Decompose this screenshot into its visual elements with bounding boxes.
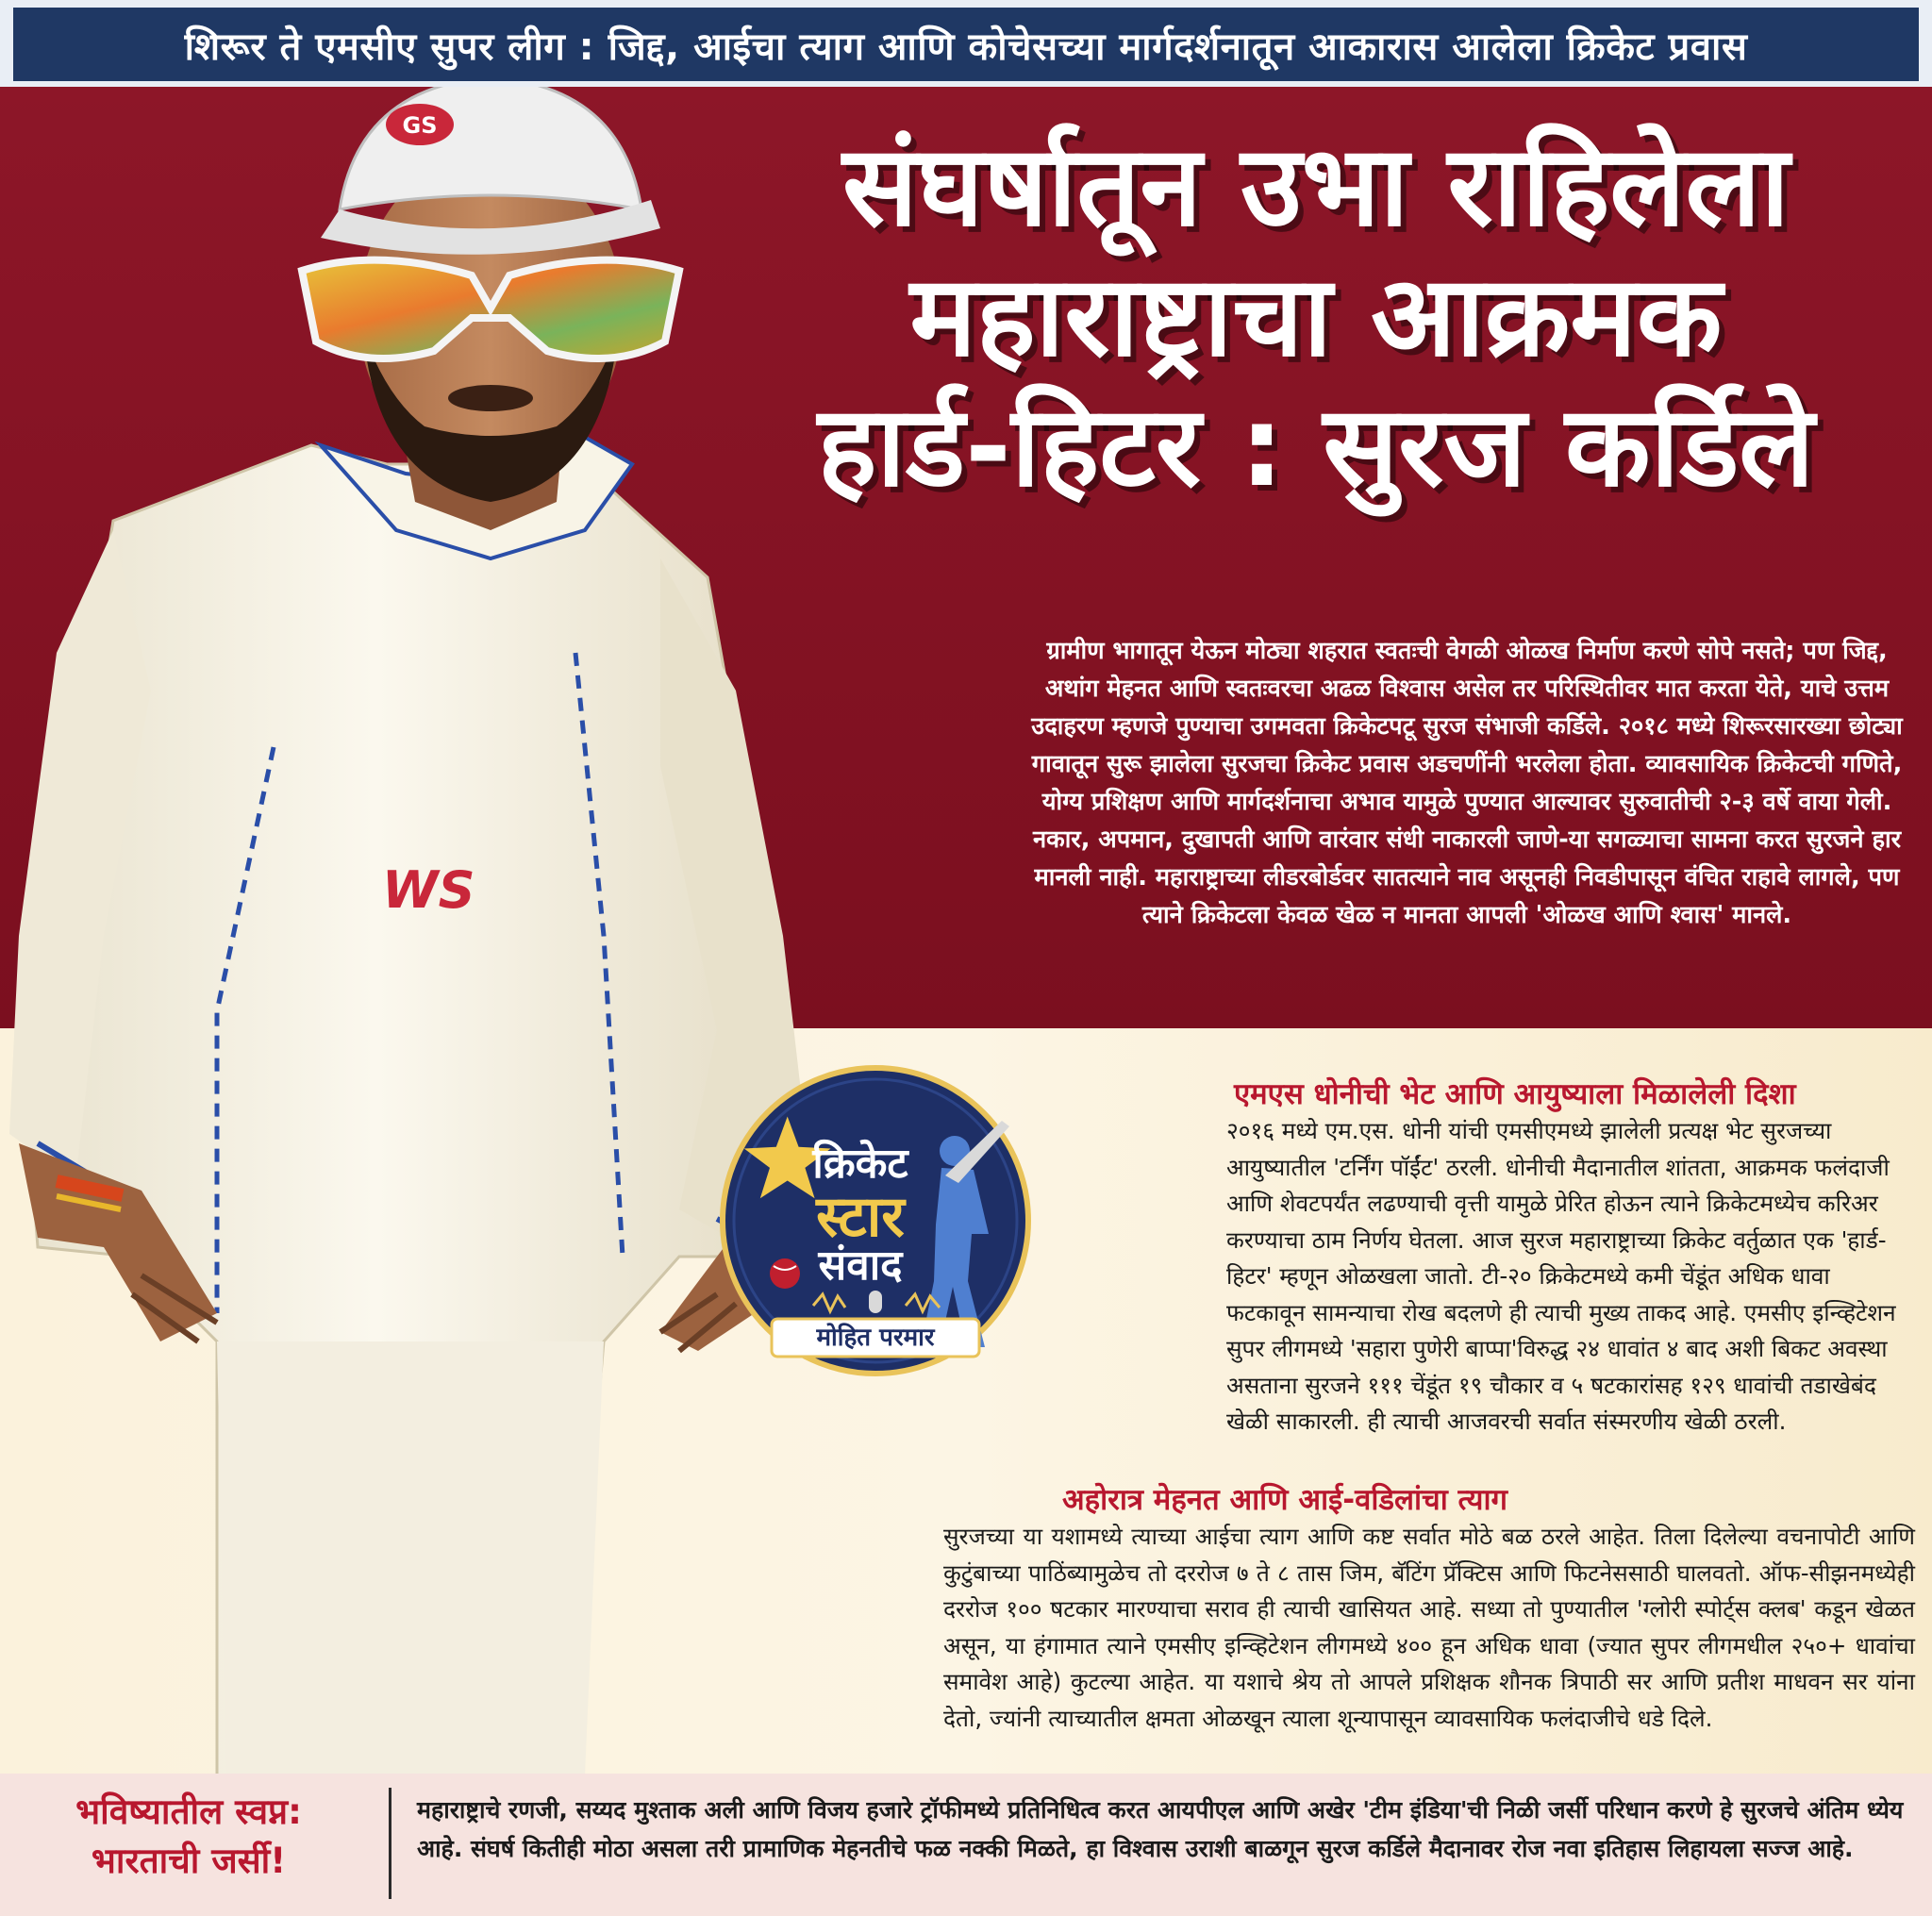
headline-line-2: महाराष्ट्राचा आक्रमक	[909, 251, 1723, 381]
footer-text: महाराष्ट्राचे रणजी, सय्यद मुश्ताक अली आणि विजय हजारे ट्रॉफीमध्ये प्रतिनिधित्व करत आयपीएल आणि अखेर 'टीम इंडिया'ची निळी जर्सी परिधान करणे हे सुरजचे अंतिम ध्येय आहे. संघर्ष कितीही मोठा असला तरी प्रामाणिक मेहनतीचे फळ नक्की मिळते, हा विश्वास उराशी बाळगून सुरज कर्डिले मैदानावर रोज नवा इतिहास लिहायला सज्ज आहे.	[417, 1796, 1904, 1862]
headline-line-1: संघर्षातून उभा राहिलेला	[842, 121, 1790, 251]
svg-text:मोहित परमार: मोहित परमार	[816, 1324, 935, 1352]
section2-body: सुरजच्या या यशामध्ये त्याच्या आईचा त्याग आणि कष्ट सर्वात मोठे बळ ठरले आहेत. तिला दिलेल्या वचनापोटी आणि कुटुंबाच्या पाठिंब्यामुळेच तो दररोज ७ ते ८ तास जिम, बॅटिंग प्रॅक्टिस आणि फिटनेससाठी घालवतो. ऑफ-सीझनमध्येही दररोज १०० षटकार मारण्याचा सराव ही त्याची खासियत आहे. सध्या तो पुण्यातील 'ग्लोरी स्पोर्ट्स क्लब' कडून खेळत असून, या हंगामात त्याने एमसीए इन्व्हिटेशन लीगमध्ये ४०० हून अधिक धावा (ज्यात सुपर लीगमधील २५०+ धावांचा समावेश आहे) कुटल्या आहेत. या यशाचे श्रेय तो आपले प्रशिक्षक शौनक त्रिपाठी सर आणि प्रतीश माधवन सर यांना देतो, ज्यांनी त्याच्यातील क्षमता ओळखून त्याला शून्यापासून व्यावसायिक फलंदाजीचे धडे दिले.	[943, 1523, 1915, 1732]
cap	[340, 87, 641, 209]
top-banner: शिरूर ते एमसीए सुपर लीग : जिद्द, आईचा त्याग आणि कोचेसच्या मार्गदर्शनातून आकारास आलेला क्रिकेट प्रवास	[13, 8, 1919, 81]
svg-text:संवाद: संवाद	[818, 1241, 903, 1290]
section2-title: अहोरात्र मेहनत आणि आई-वडिलांचा त्याग	[1062, 1483, 1507, 1517]
footer-title	[0, 1788, 377, 1886]
footer-divider	[389, 1788, 391, 1899]
footer-title-line-1: भविष्यातील स्वप्न:	[75, 1791, 302, 1832]
headline	[717, 121, 1915, 511]
footer-title-line-2: भारताची जर्सी!	[91, 1841, 287, 1881]
cricket-star-samvad-logo	[719, 1064, 1032, 1377]
trousers	[217, 1341, 604, 1775]
svg-text:GS: GS	[402, 112, 438, 139]
cricket-ball-icon	[770, 1258, 800, 1289]
intro-paragraph: ग्रामीण भागातून येऊन मोठ्या शहरात स्वतःची वेगळी ओळख निर्माण करणे सोपे नसते; पण जिद्द, अथांग मेहनत आणि स्वतःवरचा अढळ विश्वास असेल तर परिस्थितीवर मात करता येते, याचे उत्तम उदाहरण म्हणजे पुण्याचा उगमवता क्रिकेटपटू सुरज संभाजी कर्डिले. २०१८ मध्ये शिरूरसारख्या छोट्या गावातून सुरू झालेला सुरजचा क्रिकेट प्रवास अडचणींनी भरलेला होता. व्यावसायिक क्रिकेटची गणिते, योग्य प्रशिक्षण आणि मार्गदर्शनाचा अभाव यामुळे पुण्यात आल्यावर सुरुवातीची २-३ वर्षे वाया गेली. नकार, अपमान, दुखापती आणि वारंवार संधी नाकारली जाणे-या सगळ्याचा सामना करत सुरजने हार मानली नाही. महाराष्ट्राच्या लीडरबोर्डवर सातत्याने नाव असूनही निवडीपासून वंचित राहावे लागले, पण त्याने क्रिकेटला केवळ खेळ न मानता आपली 'ओळख आणि श्वास' मानले.	[1031, 637, 1903, 929]
section1-title: एमएस धोनीची भेट आणि आयुष्याला मिळालेली दिशा	[1234, 1077, 1796, 1111]
svg-text:स्टार: स्टार	[816, 1184, 905, 1250]
headline-line-3: हार्ड-हिटर : सुरज कर्डिले	[817, 381, 1815, 511]
svg-text:WS: WS	[382, 860, 475, 920]
section1-body: २०१६ मध्ये एम.एस. धोनी यांची एमसीएमध्ये झालेली प्रत्यक्ष भेट सुरजच्या आयुष्यातील 'टर्निंग पॉईंट' ठरली. धोनीची मैदानातील शांतता, आक्रमक फलंदाजी आणि शेवटपर्यंत लढण्याची वृत्ती यामुळे प्रेरित होऊन त्याने क्रिकेटमध्येच करिअर करण्याचा ठाम निर्णय घेतला. आज सुरज महाराष्ट्राच्या क्रिकेट वर्तुळात एक 'हार्ड-हिटर' म्हणून ओळखला जातो. टी-२० क्रिकेटमध्ये कमी चेंडूंत अधिक धावा फटकावून सामन्याचा रोख बदलणे ही त्याची मुख्य ताकद आहे. एमसीए इन्व्हिटेशन सुपर लीगमध्ये 'सहारा पुणेरी बाप्पा'विरुद्ध २४ धावांत ४ बाद अशी बिकट अवस्था असताना सुरजने १११ चेंडूंत १९ चौकार व ५ षटकारांसह १२९ धावांची तडाखेबंद खेळी साकारली. ही त्याची आजवरची सर्वात संस्मरणीय खेळी ठरली.	[1226, 1117, 1896, 1435]
svg-text:क्रिकेट: क्रिकेट	[812, 1140, 908, 1188]
